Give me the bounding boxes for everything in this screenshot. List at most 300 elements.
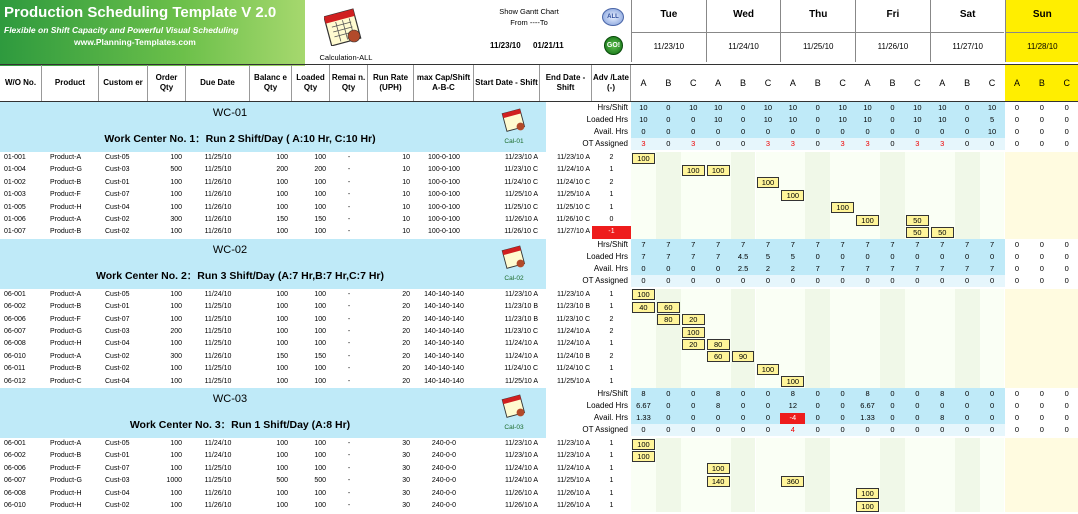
gantt-cell[interactable] (1029, 289, 1054, 301)
gantt-cell[interactable] (955, 289, 980, 301)
table-row[interactable] (0, 376, 1078, 388)
table-row[interactable] (0, 450, 1078, 462)
gantt-bar[interactable]: 100 (707, 165, 730, 176)
gantt-cell[interactable] (731, 189, 756, 201)
gantt-cell[interactable] (1005, 301, 1030, 313)
gantt-cell[interactable] (955, 438, 980, 450)
gantt-cell[interactable] (706, 301, 731, 313)
gantt-cell[interactable] (731, 376, 756, 388)
gantt-cell[interactable] (731, 475, 756, 487)
gantt-cell[interactable] (780, 289, 805, 301)
gantt-cell[interactable] (905, 463, 930, 475)
gantt-cell[interactable] (805, 338, 830, 350)
gantt-cell[interactable] (955, 500, 980, 512)
gantt-cell[interactable] (706, 289, 731, 301)
gantt-cell[interactable] (731, 338, 756, 350)
gantt-cell[interactable] (930, 450, 955, 462)
gantt-cell[interactable] (656, 500, 681, 512)
gantt-cell[interactable] (1005, 338, 1030, 350)
gantt-cell[interactable] (905, 351, 930, 363)
gantt-cell[interactable] (1054, 152, 1078, 164)
day-date[interactable]: 11/24/10 (706, 32, 781, 62)
gantt-cell[interactable] (756, 351, 781, 363)
gantt-cell[interactable] (681, 189, 706, 201)
gantt-cell[interactable] (631, 500, 656, 512)
website-link[interactable]: www.Planning-Templates.com (74, 37, 196, 47)
gantt-cell[interactable] (1054, 351, 1078, 363)
gantt-bar[interactable]: 100 (682, 165, 705, 176)
day-date[interactable]: 11/23/10 (631, 32, 706, 62)
gantt-bar[interactable]: 100 (856, 488, 879, 499)
table-row[interactable] (0, 301, 1078, 313)
gantt-cell[interactable] (955, 488, 980, 500)
gantt-cell[interactable] (780, 164, 805, 176)
gantt-cell[interactable] (1054, 500, 1078, 512)
gantt-cell[interactable] (930, 363, 955, 375)
gantt-cell[interactable] (880, 351, 905, 363)
gantt-cell[interactable] (880, 214, 905, 226)
gantt-cell[interactable] (855, 351, 880, 363)
gantt-cell[interactable] (980, 463, 1005, 475)
gantt-cell[interactable] (1029, 314, 1054, 326)
gantt-cell[interactable] (656, 488, 681, 500)
gantt-cell[interactable] (1029, 326, 1054, 338)
table-row[interactable] (0, 152, 1078, 164)
gantt-cell[interactable] (930, 463, 955, 475)
gantt-cell[interactable] (1029, 301, 1054, 313)
gantt-cell[interactable] (830, 314, 855, 326)
gantt-cell[interactable] (731, 289, 756, 301)
gantt-cell[interactable] (880, 164, 905, 176)
gantt-cell[interactable] (830, 177, 855, 189)
gantt-cell[interactable] (930, 189, 955, 201)
gantt-cell[interactable] (756, 475, 781, 487)
gantt-bar[interactable]: 100 (757, 177, 780, 188)
gantt-cell[interactable] (656, 177, 681, 189)
gantt-cell[interactable] (1005, 438, 1030, 450)
gantt-cell[interactable] (1005, 226, 1030, 238)
all-button[interactable]: ALL (602, 8, 624, 26)
gantt-cell[interactable] (1029, 500, 1054, 512)
gantt-cell[interactable] (1029, 463, 1054, 475)
gantt-cell[interactable] (905, 289, 930, 301)
gantt-bar[interactable]: 40 (632, 302, 655, 313)
gantt-cell[interactable] (656, 152, 681, 164)
column-header[interactable]: Remai n. Qty (330, 65, 368, 101)
gantt-cell[interactable] (631, 463, 656, 475)
column-header[interactable]: Product (42, 65, 99, 101)
gantt-cell[interactable] (780, 214, 805, 226)
gantt-cell[interactable] (980, 202, 1005, 214)
gantt-cell[interactable] (706, 363, 731, 375)
gantt-cell[interactable] (780, 202, 805, 214)
gantt-cell[interactable] (880, 152, 905, 164)
gantt-cell[interactable] (805, 152, 830, 164)
gantt-bar[interactable]: 20 (682, 314, 705, 325)
gantt-cell[interactable] (955, 338, 980, 350)
gantt-cell[interactable] (955, 363, 980, 375)
gantt-cell[interactable] (980, 177, 1005, 189)
gantt-cell[interactable] (980, 363, 1005, 375)
column-header[interactable]: Balanc e Qty (250, 65, 292, 101)
gantt-cell[interactable] (830, 164, 855, 176)
gantt-cell[interactable] (805, 301, 830, 313)
gantt-cell[interactable] (780, 338, 805, 350)
gantt-cell[interactable] (780, 363, 805, 375)
gantt-cell[interactable] (1054, 438, 1078, 450)
gantt-cell[interactable] (656, 189, 681, 201)
gantt-cell[interactable] (880, 463, 905, 475)
gantt-cell[interactable] (706, 488, 731, 500)
gantt-cell[interactable] (1005, 376, 1030, 388)
gantt-cell[interactable] (980, 376, 1005, 388)
gantt-cell[interactable] (955, 226, 980, 238)
table-row[interactable] (0, 351, 1078, 363)
gantt-cell[interactable] (1029, 189, 1054, 201)
gantt-cell[interactable] (656, 376, 681, 388)
gantt-cell[interactable] (756, 301, 781, 313)
gantt-cell[interactable] (681, 152, 706, 164)
gantt-cell[interactable] (930, 289, 955, 301)
gantt-cell[interactable] (980, 351, 1005, 363)
gantt-cell[interactable] (880, 376, 905, 388)
gantt-cell[interactable] (905, 500, 930, 512)
gantt-cell[interactable] (706, 202, 731, 214)
gantt-cell[interactable] (955, 314, 980, 326)
gantt-bar[interactable]: 50 (931, 227, 954, 238)
gantt-cell[interactable] (980, 164, 1005, 176)
gantt-cell[interactable] (980, 152, 1005, 164)
gantt-cell[interactable] (1054, 226, 1078, 238)
gantt-cell[interactable] (905, 301, 930, 313)
gantt-cell[interactable] (731, 363, 756, 375)
gantt-cell[interactable] (830, 301, 855, 313)
gantt-cell[interactable] (930, 177, 955, 189)
gantt-cell[interactable] (780, 463, 805, 475)
gantt-cell[interactable] (681, 363, 706, 375)
gantt-cell[interactable] (1054, 376, 1078, 388)
table-row[interactable] (0, 314, 1078, 326)
gantt-cell[interactable] (656, 438, 681, 450)
gantt-cell[interactable] (955, 202, 980, 214)
gantt-cell[interactable] (830, 214, 855, 226)
gantt-cell[interactable] (656, 450, 681, 462)
gantt-cell[interactable] (1054, 301, 1078, 313)
gantt-cell[interactable] (930, 438, 955, 450)
gantt-bar[interactable]: 100 (682, 327, 705, 338)
gantt-cell[interactable] (780, 301, 805, 313)
gantt-cell[interactable] (930, 326, 955, 338)
gantt-cell[interactable] (980, 450, 1005, 462)
gantt-cell[interactable] (905, 438, 930, 450)
gantt-cell[interactable] (756, 463, 781, 475)
gantt-cell[interactable] (905, 177, 930, 189)
gantt-bar[interactable]: 100 (707, 463, 730, 474)
gantt-cell[interactable] (706, 376, 731, 388)
gantt-cell[interactable] (780, 152, 805, 164)
gantt-cell[interactable] (805, 363, 830, 375)
gantt-cell[interactable] (855, 301, 880, 313)
gantt-cell[interactable] (1005, 314, 1030, 326)
gantt-cell[interactable] (930, 338, 955, 350)
gantt-cell[interactable] (780, 326, 805, 338)
gantt-cell[interactable] (830, 289, 855, 301)
gantt-cell[interactable] (1029, 475, 1054, 487)
gantt-cell[interactable] (955, 189, 980, 201)
gantt-cell[interactable] (980, 189, 1005, 201)
gantt-cell[interactable] (756, 438, 781, 450)
table-row[interactable] (0, 488, 1078, 500)
gantt-cell[interactable] (706, 314, 731, 326)
gantt-cell[interactable] (731, 301, 756, 313)
gantt-cell[interactable] (855, 226, 880, 238)
gantt-cell[interactable] (731, 152, 756, 164)
gantt-cell[interactable] (905, 164, 930, 176)
gantt-cell[interactable] (1054, 314, 1078, 326)
gantt-bar[interactable]: 100 (856, 501, 879, 512)
gantt-cell[interactable] (706, 500, 731, 512)
gantt-cell[interactable] (1029, 152, 1054, 164)
column-header[interactable]: Custom er (99, 65, 148, 101)
gantt-cell[interactable] (756, 488, 781, 500)
column-header[interactable]: max Cap/Shift A-B-C (414, 65, 474, 101)
gantt-cell[interactable] (631, 363, 656, 375)
gantt-cell[interactable] (955, 301, 980, 313)
day-date[interactable]: 11/26/10 (855, 32, 930, 62)
gantt-cell[interactable] (880, 314, 905, 326)
work-center-calc-button[interactable] (498, 105, 530, 149)
gantt-cell[interactable] (1054, 450, 1078, 462)
gantt-bar[interactable]: 80 (657, 314, 680, 325)
gantt-cell[interactable] (830, 500, 855, 512)
gantt-cell[interactable] (930, 500, 955, 512)
go-button[interactable]: GO! (604, 36, 623, 55)
gantt-cell[interactable] (805, 164, 830, 176)
gantt-cell[interactable] (830, 189, 855, 201)
gantt-cell[interactable] (756, 450, 781, 462)
gantt-cell[interactable] (880, 177, 905, 189)
day-date[interactable]: 11/27/10 (930, 32, 1005, 62)
gantt-cell[interactable] (681, 289, 706, 301)
gantt-cell[interactable] (930, 475, 955, 487)
gantt-cell[interactable] (905, 314, 930, 326)
gantt-cell[interactable] (756, 314, 781, 326)
gantt-bar[interactable]: 100 (781, 376, 804, 387)
gantt-cell[interactable] (756, 214, 781, 226)
gantt-cell[interactable] (830, 475, 855, 487)
table-row[interactable] (0, 338, 1078, 350)
gantt-cell[interactable] (706, 326, 731, 338)
gantt-cell[interactable] (930, 214, 955, 226)
gantt-cell[interactable] (880, 500, 905, 512)
gantt-cell[interactable] (905, 189, 930, 201)
gantt-cell[interactable] (1029, 376, 1054, 388)
gantt-cell[interactable] (1054, 338, 1078, 350)
gantt-cell[interactable] (631, 214, 656, 226)
gantt-cell[interactable] (880, 488, 905, 500)
gantt-cell[interactable] (855, 450, 880, 462)
gantt-cell[interactable] (855, 177, 880, 189)
gantt-cell[interactable] (681, 488, 706, 500)
gantt-cell[interactable] (780, 177, 805, 189)
gantt-cell[interactable] (631, 376, 656, 388)
gantt-cell[interactable] (656, 214, 681, 226)
gantt-cell[interactable] (880, 363, 905, 375)
gantt-cell[interactable] (756, 152, 781, 164)
gantt-cell[interactable] (805, 463, 830, 475)
table-row[interactable] (0, 177, 1078, 189)
gantt-cell[interactable] (905, 488, 930, 500)
gantt-cell[interactable] (1054, 202, 1078, 214)
gantt-cell[interactable] (756, 226, 781, 238)
gantt-cell[interactable] (656, 164, 681, 176)
gantt-cell[interactable] (1029, 338, 1054, 350)
gantt-cell[interactable] (731, 326, 756, 338)
gantt-cell[interactable] (805, 214, 830, 226)
gantt-cell[interactable] (805, 488, 830, 500)
gantt-bar[interactable]: 100 (831, 202, 854, 213)
gantt-cell[interactable] (830, 226, 855, 238)
gantt-bar[interactable]: 100 (856, 215, 879, 226)
gantt-cell[interactable] (631, 226, 656, 238)
gantt-cell[interactable] (756, 500, 781, 512)
gantt-cell[interactable] (855, 475, 880, 487)
gantt-cell[interactable] (1029, 363, 1054, 375)
gantt-cell[interactable] (1029, 226, 1054, 238)
gantt-cell[interactable] (955, 351, 980, 363)
gantt-cell[interactable] (681, 226, 706, 238)
gantt-cell[interactable] (930, 376, 955, 388)
gantt-cell[interactable] (805, 202, 830, 214)
gantt-bar[interactable]: 50 (906, 215, 929, 226)
gantt-cell[interactable] (830, 338, 855, 350)
gantt-cell[interactable] (930, 152, 955, 164)
gantt-cell[interactable] (656, 463, 681, 475)
gantt-cell[interactable] (631, 475, 656, 487)
gantt-cell[interactable] (1005, 177, 1030, 189)
gantt-cell[interactable] (980, 500, 1005, 512)
gantt-cell[interactable] (1054, 177, 1078, 189)
column-header[interactable]: Loaded Qty (292, 65, 330, 101)
gantt-cell[interactable] (731, 177, 756, 189)
gantt-cell[interactable] (1005, 475, 1030, 487)
gantt-cell[interactable] (905, 152, 930, 164)
table-row[interactable] (0, 363, 1078, 375)
gantt-cell[interactable] (955, 326, 980, 338)
gantt-cell[interactable] (855, 152, 880, 164)
gantt-cell[interactable] (1054, 488, 1078, 500)
gantt-cell[interactable] (855, 463, 880, 475)
gantt-cell[interactable] (681, 438, 706, 450)
gantt-cell[interactable] (955, 475, 980, 487)
table-row[interactable] (0, 475, 1078, 487)
gantt-cell[interactable] (855, 289, 880, 301)
gantt-cell[interactable] (830, 488, 855, 500)
gantt-cell[interactable] (681, 177, 706, 189)
gantt-cell[interactable] (830, 438, 855, 450)
gantt-cell[interactable] (905, 450, 930, 462)
gantt-cell[interactable] (1029, 202, 1054, 214)
gantt-cell[interactable] (830, 326, 855, 338)
gantt-bar[interactable]: 100 (757, 364, 780, 375)
gantt-cell[interactable] (805, 189, 830, 201)
column-header[interactable]: End Date - Shift (540, 65, 592, 101)
gantt-cell[interactable] (1005, 202, 1030, 214)
column-header[interactable]: Order Qty (148, 65, 186, 101)
table-row[interactable] (0, 202, 1078, 214)
gantt-cell[interactable] (706, 177, 731, 189)
gantt-cell[interactable] (1029, 164, 1054, 176)
table-row[interactable] (0, 326, 1078, 338)
gantt-cell[interactable] (880, 450, 905, 462)
gantt-cell[interactable] (731, 202, 756, 214)
gantt-cell[interactable] (880, 202, 905, 214)
gantt-cell[interactable] (855, 202, 880, 214)
gantt-cell[interactable] (880, 189, 905, 201)
gantt-cell[interactable] (1005, 363, 1030, 375)
gantt-cell[interactable] (830, 376, 855, 388)
gantt-cell[interactable] (855, 314, 880, 326)
gantt-cell[interactable] (706, 438, 731, 450)
gantt-cell[interactable] (1005, 164, 1030, 176)
gantt-cell[interactable] (681, 214, 706, 226)
gantt-cell[interactable] (805, 450, 830, 462)
gantt-cell[interactable] (1054, 363, 1078, 375)
gantt-cell[interactable] (656, 475, 681, 487)
gantt-cell[interactable] (631, 338, 656, 350)
gantt-cell[interactable] (855, 438, 880, 450)
gantt-cell[interactable] (880, 475, 905, 487)
gantt-cell[interactable] (656, 351, 681, 363)
gantt-cell[interactable] (681, 202, 706, 214)
gantt-cell[interactable] (930, 164, 955, 176)
gantt-cell[interactable] (905, 338, 930, 350)
gantt-cell[interactable] (731, 500, 756, 512)
gantt-cell[interactable] (780, 351, 805, 363)
gantt-cell[interactable] (731, 450, 756, 462)
gantt-cell[interactable] (980, 475, 1005, 487)
gantt-cell[interactable] (805, 289, 830, 301)
table-row[interactable] (0, 226, 1078, 238)
gantt-cell[interactable] (1005, 152, 1030, 164)
gantt-bar[interactable]: 20 (682, 339, 705, 350)
table-row[interactable] (0, 463, 1078, 475)
gantt-cell[interactable] (905, 363, 930, 375)
gantt-cell[interactable] (656, 202, 681, 214)
gantt-cell[interactable] (631, 177, 656, 189)
gantt-cell[interactable] (1005, 450, 1030, 462)
gantt-cell[interactable] (1029, 488, 1054, 500)
gantt-cell[interactable] (681, 475, 706, 487)
gantt-cell[interactable] (681, 376, 706, 388)
gantt-cell[interactable] (805, 351, 830, 363)
gantt-cell[interactable] (830, 363, 855, 375)
gantt-cell[interactable] (656, 226, 681, 238)
table-row[interactable] (0, 214, 1078, 226)
gantt-cell[interactable] (930, 488, 955, 500)
gantt-cell[interactable] (731, 314, 756, 326)
gantt-cell[interactable] (930, 301, 955, 313)
gantt-cell[interactable] (1029, 438, 1054, 450)
gantt-cell[interactable] (830, 152, 855, 164)
gantt-cell[interactable] (805, 376, 830, 388)
gantt-bar[interactable]: 50 (906, 227, 929, 238)
gantt-bar[interactable]: 90 (732, 351, 755, 362)
gantt-cell[interactable] (855, 164, 880, 176)
table-row[interactable] (0, 164, 1078, 176)
gantt-cell[interactable] (631, 202, 656, 214)
column-header[interactable]: Run Rate (UPH) (368, 65, 414, 101)
